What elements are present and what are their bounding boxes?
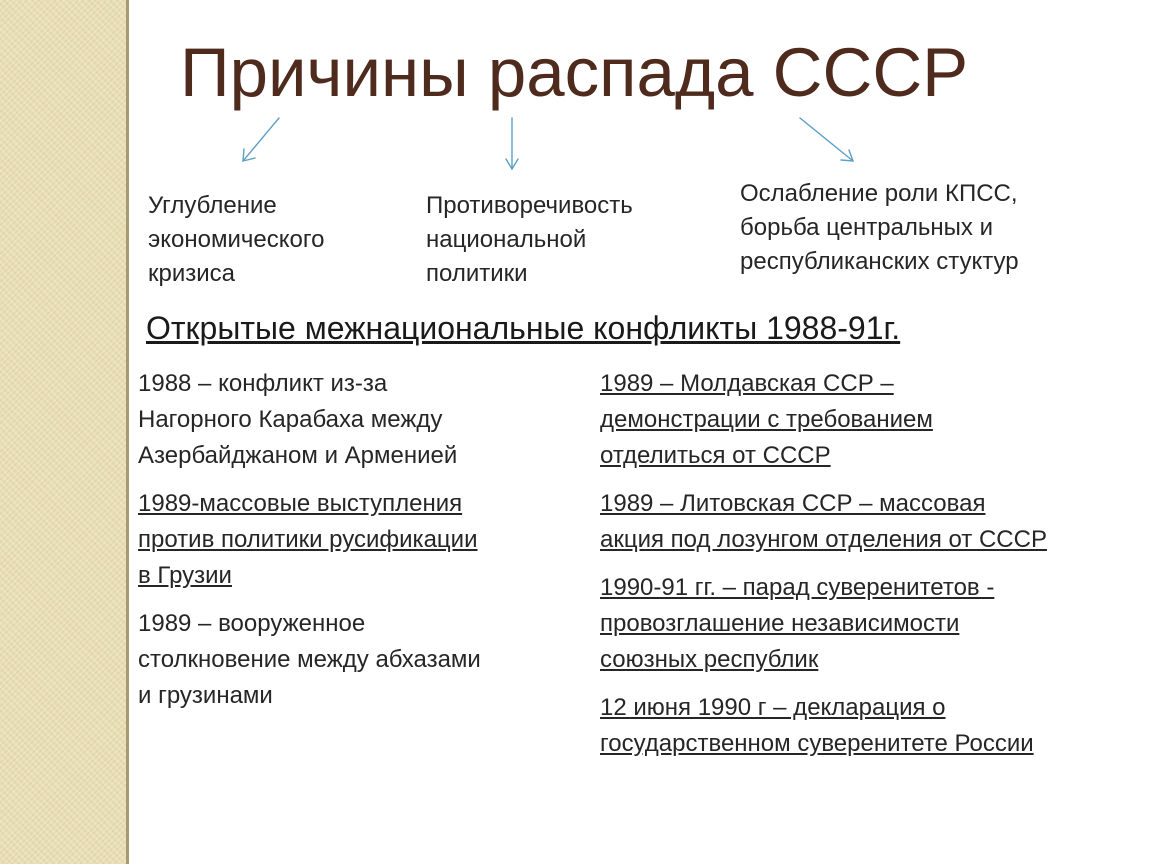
conflicts-heading: Открытые межнациональные конфликты 1988-91г. — [146, 310, 901, 346]
arrow-down-icon — [506, 118, 518, 169]
cause-cpsu-weakening — [740, 177, 1019, 279]
event-line: против политики русификации — [138, 526, 478, 553]
arrow-right-icon — [800, 118, 853, 161]
cause-line: Противоречивость — [426, 192, 633, 219]
cause-line: политики — [426, 260, 528, 287]
event-line: в Грузии — [138, 562, 232, 589]
event-line: отделиться от СССР — [600, 442, 831, 469]
cause-line: экономического — [148, 226, 325, 253]
cause-line: борьба центральных и — [740, 214, 994, 241]
event-line: акция под лозунгом отделения от СССР — [600, 526, 1047, 553]
event-line: государственном суверенитете России — [600, 730, 1034, 757]
right-events-column — [600, 366, 1047, 774]
event-line: 1989 – Молдавская ССР – — [600, 370, 894, 397]
event-line: и грузинами — [138, 682, 273, 709]
event-item-link[interactable] — [600, 570, 1047, 678]
side-band-edge — [126, 0, 129, 864]
cause-line: Ослабление роли КПСС, — [740, 180, 1018, 207]
event-item — [138, 606, 481, 714]
event-line: 1989 – Литовская ССР – массовая — [600, 490, 986, 517]
event-item-link[interactable] — [600, 690, 1047, 762]
event-line: столкновение между абхазами — [138, 646, 481, 673]
cause-line: республиканских стуктур — [740, 248, 1019, 275]
arrow-left-icon — [243, 118, 279, 161]
event-item — [138, 366, 481, 474]
cause-line: кризиса — [148, 260, 236, 287]
event-line: Азербайджаном и Арменией — [138, 442, 458, 469]
event-line: провозглашение независимости — [600, 610, 960, 637]
event-line: 1989 – вооруженное — [138, 610, 366, 637]
event-item-link[interactable] — [600, 366, 1047, 474]
left-events-column — [138, 366, 481, 726]
event-line: демонстрации с требованием — [600, 406, 933, 433]
slide-title: Причины распада СССР — [180, 34, 969, 111]
event-item-link[interactable] — [600, 486, 1047, 558]
event-line: 1990-91 гг. – парад суверенитетов - — [600, 574, 995, 601]
cause-economic-crisis — [148, 189, 324, 291]
cause-line: Углубление — [148, 192, 277, 219]
event-line: союзных республик — [600, 646, 819, 673]
event-line: Нагорного Карабаха между — [138, 406, 443, 433]
event-line: 12 июня 1990 г – декларация о — [600, 694, 946, 721]
event-line: 1989-массовые выступления — [138, 490, 463, 517]
event-line: 1988 – конфликт из-за — [138, 370, 388, 397]
cause-line: национальной — [426, 226, 587, 253]
decorative-side-band — [0, 0, 126, 864]
cause-national-policy — [426, 189, 633, 291]
event-item-link[interactable] — [138, 486, 481, 594]
